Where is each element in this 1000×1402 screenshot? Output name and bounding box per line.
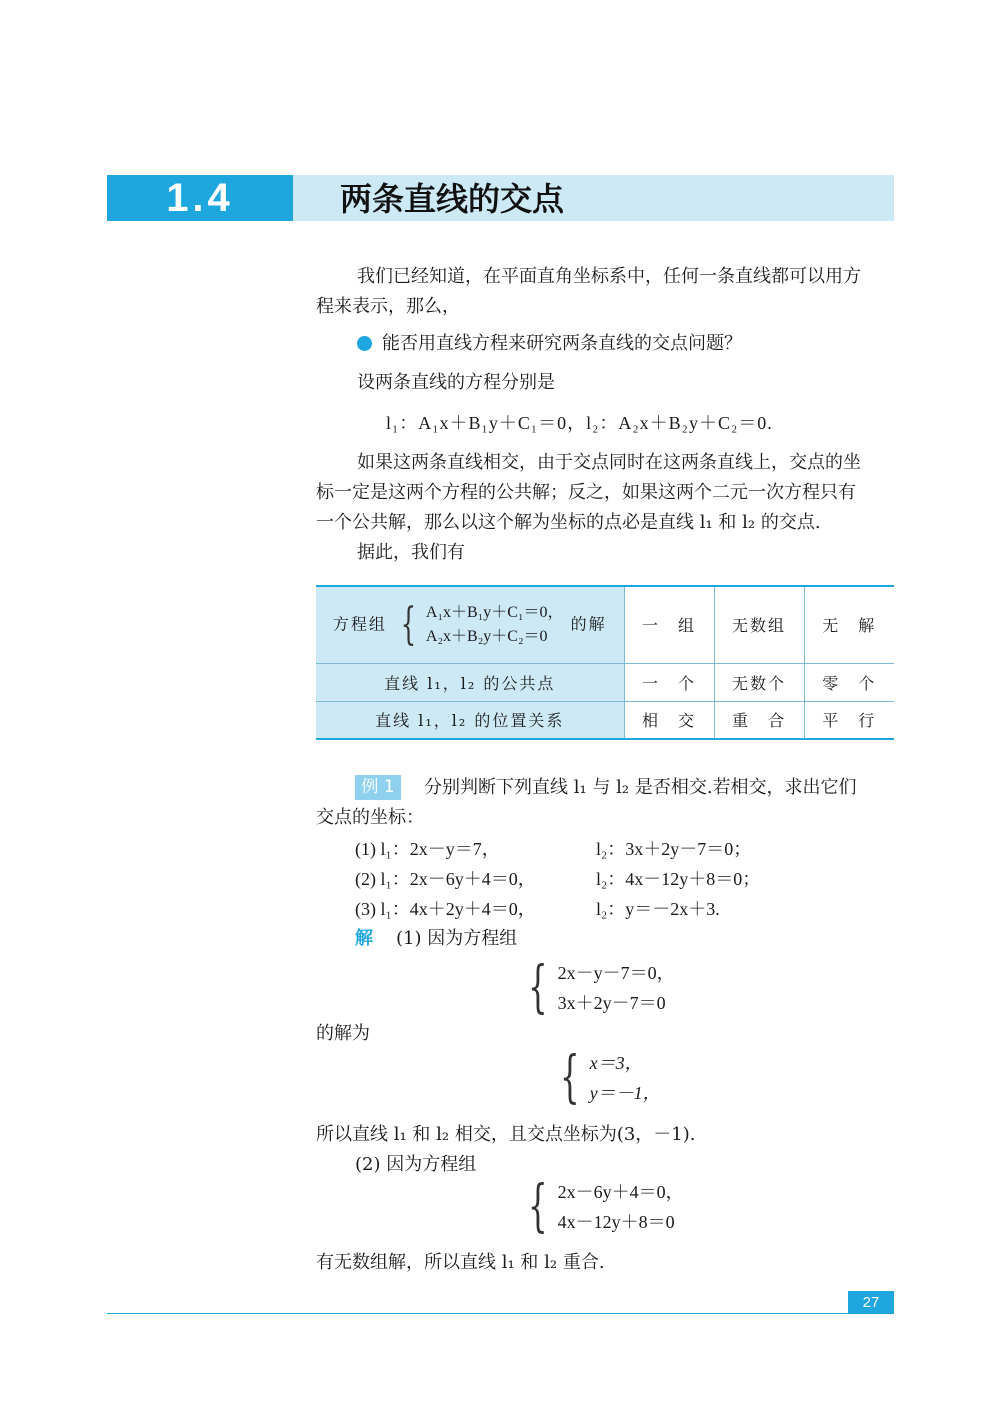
table-cell: 无 解 (804, 586, 894, 663)
page-number: 27 (848, 1291, 894, 1314)
example-item-3-a: (3) l₁：4x＋2y＋4＝0， (355, 899, 536, 919)
table-cell: 平 行 (804, 701, 894, 739)
table-cell: 一 个 (624, 663, 714, 701)
section-title: 两条直线的交点 (340, 180, 565, 218)
example-item-2-a: (2) l₁：2x－6y＋4＝0， (355, 869, 536, 889)
equation-system (394, 598, 564, 650)
brace-icon: { (528, 1174, 548, 1239)
brace-icon: { (528, 955, 548, 1020)
table-cell: 重 合 (714, 701, 804, 739)
table-label-cell: 直线 l₁，l₂ 的公共点 (316, 663, 624, 701)
system-equation: 2x－y－7＝0， (557, 963, 675, 983)
paragraph-line-2: 标一定是这两个方程的公共解；反之，如果这两个二元一次方程只有 (316, 482, 856, 503)
table-label-text: 的解 (570, 614, 607, 634)
table-label-text: 方程组 (332, 614, 387, 634)
brace-icon: { (560, 1045, 580, 1110)
table-cell: 无数个 (714, 663, 804, 701)
footer-rule (107, 1313, 894, 1314)
table-cell: 无数组 (714, 586, 804, 663)
system-equation: A₂x＋B₂y＋C₂＝0 (425, 627, 548, 645)
table-row (316, 586, 894, 663)
bullet-dot-icon (357, 336, 372, 351)
relationship-table (316, 585, 894, 740)
example-tag: 例 1 (355, 775, 401, 800)
table-label-cell: 直线 l₁，l₂ 的位置关系 (316, 701, 624, 739)
example-item-1-b: l₂：3x＋2y－7＝0； (596, 839, 752, 859)
intro-line-1: 我们已经知道，在平面直角坐标系中，任何一条直线都可以用方 (357, 266, 861, 287)
solution-part-2-result: 有无数组解，所以直线 l₁ 和 l₂ 重合. (316, 1252, 605, 1273)
conclusion-text: 据此，我们有 (357, 542, 465, 563)
example-prompt-1: 分别判断下列直线 l₁ 与 l₂ 是否相交.若相交，求出它们 (424, 777, 857, 798)
table-label-cell (316, 586, 624, 663)
solution-label: 解 (355, 928, 373, 949)
system-equation: y＝－1， (589, 1083, 661, 1103)
table-row (316, 701, 894, 739)
equation-system-1 (520, 955, 675, 1020)
system-equation: A₁x＋B₁y＋C₁＝0， (425, 603, 564, 621)
question-text: 能否用直线方程来研究两条直线的交点问题？ (382, 333, 742, 354)
intro-line-2: 程来表示，那么， (316, 296, 460, 317)
table-cell: 一 组 (624, 586, 714, 663)
system-equation: 4x－12y＋8＝0 (557, 1212, 675, 1232)
solution-is-text: 的解为 (316, 1023, 370, 1044)
solution-part-1-result: 所以直线 l₁ 和 l₂ 相交，且交点坐标为(3，－1). (316, 1124, 696, 1145)
setup-text: 设两条直线的方程分别是 (357, 372, 555, 393)
example-item-2-b: l₂：4x－12y＋8＝0； (596, 869, 761, 889)
system-equation: 3x＋2y－7＝0 (557, 993, 666, 1013)
table-cell: 零 个 (804, 663, 894, 701)
paragraph-line-3: 一个公共解，那么以这个解为坐标的点必是直线 l₁ 和 l₂ 的交点. (316, 512, 821, 533)
line-equations: l₁：A₁x＋B₁y＋C₁＝0，l₂：A₂x＋B₂y＋C₂＝0. (386, 413, 773, 433)
table-row (316, 663, 894, 701)
system-equation: x＝3， (589, 1053, 643, 1073)
solution-part-2-intro: (2) 因为方程组 (355, 1154, 477, 1175)
example-item-3-b: l₂：y＝－2x＋3. (596, 899, 720, 919)
solution-system (552, 1045, 661, 1110)
example-prompt-2: 交点的坐标： (316, 807, 424, 828)
equation-system-2 (520, 1174, 684, 1239)
section-number: 1.4 (107, 175, 293, 221)
solution-part-1-intro: (1) 因为方程组 (396, 928, 518, 949)
example-item-1-a: (1) l₁：2x－y＝7， (355, 839, 500, 859)
paragraph-line-1: 如果这两条直线相交，由于交点同时在这两条直线上，交点的坐 (357, 452, 861, 473)
brace-icon: { (400, 598, 418, 650)
table-cell: 相 交 (624, 701, 714, 739)
system-equation: 2x－6y＋4＝0， (557, 1182, 684, 1202)
